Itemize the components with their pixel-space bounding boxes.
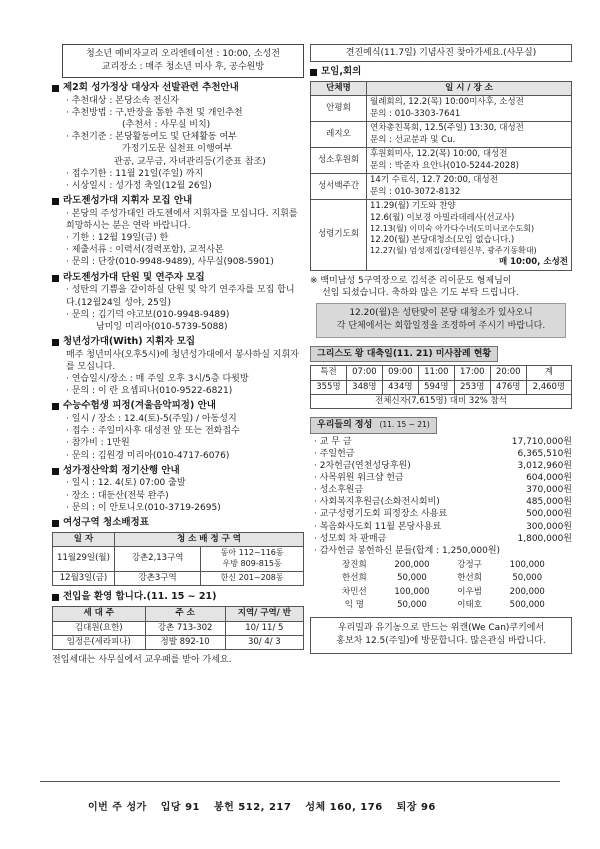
hymn-recessional: 퇴장 96 <box>396 802 436 813</box>
table-row: 12월3일(금) 강촌3구역 한신 201~208동 <box>53 571 304 585</box>
meetings-table <box>310 81 572 271</box>
footer-divider <box>40 781 560 782</box>
hymn-entrance: 입당 91 <box>160 802 200 813</box>
district-leader-memo: ※ 백미남성 5구역장으로 김석준 리이문도 형제님이 선임 되셨습니다. 축하와 많은 기도 부탁 드립니다. <box>310 275 519 298</box>
section-youth-choir: 청년성가대(With) 지휘자 모집 매주 청년미사(오후5시)에 청년성가대에서 봉사하실 지휘자를 모십니다. · 연습일시/장소 : 매 주일 오후 3시/5층 다윗방 · 문의 : 이 란 요셉피나(010-9522-6821) <box>52 336 304 397</box>
offering-row: · 주일헌금 6,365,510원 <box>314 448 572 459</box>
new-residents-table <box>52 606 304 650</box>
bullet-square-icon <box>52 403 59 410</box>
table-header-row: 특전 07:00 09:00 11:00 17:00 20:00 계 <box>311 366 572 380</box>
confirmation-photo-notice: 견진예식(11.7일) 기념사진 찾아가세요.(사무실) <box>310 44 572 62</box>
offering-row: · 사목위원 워크샵 헌금 604,000원 <box>314 473 572 484</box>
table-row: 성서백주간 14기 수료식, 12.7 20:00, 대성전 문의 : 010-3072-8132 <box>311 174 572 200</box>
table-header-row: 세 대 주 주 소 지역/ 구역/ 반 <box>53 607 304 621</box>
thanksgiving-donors-table <box>330 559 561 613</box>
youth-catechism-notice: 청소년 예비자교리 오리엔테이션 : 10:00, 소성전 교리장소 : 매주 청소년 미사 후, 공수원방 <box>62 44 304 78</box>
offerings-title: 우리들의 정성 (11. 15 ~ 21) <box>310 417 437 433</box>
offering-row: · 교구성령기도회 피정장소 사용료 500,000원 <box>314 509 572 520</box>
christmas-cleaning-notice: 12.20(월)은 성탄맞이 본당 대청소가 있사오니 각 단체에서는 회합일정을 조정하여 주시기 바랍니다. <box>316 303 566 338</box>
bullet-square-icon <box>52 594 59 601</box>
table-row: 한선희 50,000 한선희 50,000 <box>342 573 543 584</box>
table-header-row: 일 자 청 소 배 정 구 역 <box>53 532 304 546</box>
right-column: 견진예식(11.7일) 기념사진 찾아가세요.(사무실) 모임,회의 단체명 일 시 / 장 소 안평회 월례회의, 12.2(목) 10:00미사후, 소성전 문의 : 010-3303-7641 레지오 연차총친목회, 12.5(주일) 13:30, 대성전 문의 : 선교분과 및 Cu. 성소후원회 후원회미사, 12.2(목) 10:00, 대성전 문의 : 박준자 요안나(010-5244-2028) 성서백주간 14기 수료식, 12.7 20:00, 대성전 문의 : 010-3072-8132 성령기도회 11.29(월) 기도와 찬양 12.6(월) 이보경 아빌라데레사(선교사) 12.13(월) 이미숙 아가다수녀(도미니코수도회) 12.20(월) 본당대청소(모임 없습니다.) 12.27(월) 엄성재집(장테원신부, 광주기동확대) 매 10:00, 소성전 ※ 백미남성 5구역장으로 김석준 리이문도 형제님이 선임 되셨습니다. 축하와 많은 기도 부탁 드립니다. 12.20(월)은 성탄맞이 본당 대청소가 있사오니 각 단체에서는 회합일정을 조정하여 주시기 바랍니다. 그리스도 왕 대축일(11. 21) 미사참례 현황 특전 07:00 09:00 11:00 17:00 20:00 계 355명 348명 434명 594명 253명 476명 2,460명 전체신자(7,615명) 대비 32% 참석 우리들의 정성 (11. 15 ~ 21) · 교 무 금 17,710,000원 · 주일헌금 6,365,510원 · 2차헌금(연천성당후원) 3,012,960원 · 사목위원 워크샵 헌금 604,000원 · 성소후원금 370,000원 · 사회복지후원금(소화전시회비) 485,000원 · 교구성령기도회 피정장소 사용료 500,000원 · 복음화사도회 11월 본당사용료 300,000원 · 성모회 차 판매금 1,800,000원 · 감사헌금 봉헌하신 분들(합계 : 1,250,000원) 장진희 200,000 강정구 100,000 한선희 50,000 한선희 50,000 차민선 100,000 이우범 200,000 익 명 50,000 이태호 500,000 우리밀과 유기농으로 만드는 위캔(We Can)쿠키에서 홍보차 12.5(주일)에 방문합니다. 많은관심 바랍니다. <box>310 44 572 654</box>
offering-row: · 성소후원금 370,000원 <box>314 485 572 496</box>
bullet-square-icon <box>52 275 59 282</box>
table-row: 레지오 연차총친목회, 12.5(주일) 13:30, 대성전 문의 : 선교분과 및 Cu. <box>311 122 572 148</box>
offerings-section <box>310 413 572 612</box>
table-row: 안평회 월례회의, 12.2(목) 10:00미사후, 소성전 문의 : 010-3303-7641 <box>311 96 572 122</box>
new-residents-note: 전입세대는 사무실에서 교우패를 받아 가세요. <box>52 655 232 666</box>
bullet-square-icon <box>310 69 317 76</box>
bullet-square-icon <box>52 520 59 527</box>
bullet-square-icon <box>52 339 59 346</box>
section-choir-conductor: 라도젠성가대 지휘자 모집 안내 · 본당의 주성가대인 라도젠에서 지휘자를 모십니다. 지휘를 희망하시는 분은 연락 바랍니다. · 기한 : 12월 19일(금) 한 · 제출서류 : 이력서(경력포함), 교적사본 · 문의 : 단장(010-9948-9489), 사무실(908-5901) <box>52 195 304 269</box>
section-choir-members: 라도젠성가대 단원 및 연주자 모집 · 성탄의 기쁨을 같이하실 단원 및 악기 연주자를 모집 합니다.(12월24일 성야, 25일) · 문의 : 김기덕 야고보(010-9948-9489) 남미잉 미리아(010-5739-5088) <box>52 272 304 333</box>
bullet-square-icon <box>52 198 59 205</box>
offering-row: · 교 무 금 17,710,000원 <box>314 436 572 447</box>
section-cleaning-schedule: 여성구역 청소배정표 일 자 청 소 배 정 구 역 11월29일(월) 강촌2,13구역 동아 112~116동 우방 809-815동 12월3일(금) 강촌3구역 한신 201~208동 <box>52 517 304 586</box>
table-row: 355명 348명 434명 594명 253명 476명 2,460명 <box>311 380 572 394</box>
left-column <box>52 44 304 667</box>
mass-attendance-table <box>310 365 572 409</box>
bullet-square-icon <box>52 85 59 92</box>
hymn-communion: 성체 160, 176 <box>305 802 383 813</box>
cleaning-table <box>52 532 304 587</box>
table-row: 성소후원회 후원회미사, 12.2(목) 10:00, 대성전 문의 : 박준자 요안나(010-5244-2028) <box>311 148 572 174</box>
table-row: 11월29일(월) 강촌2,13구역 동아 112~116동 우방 809-815동 <box>53 547 304 572</box>
table-row: 익 명 50,000 이태호 500,000 <box>344 600 545 611</box>
hymn-footer <box>40 801 560 815</box>
hymn-label: 이번 주 성가 <box>88 802 147 813</box>
table-row: 성령기도회 11.29(월) 기도와 찬양 12.6(월) 이보경 아빌라데레사(선교사) 12.13(월) 이미숙 아가다수녀(도미니코수도회) 12.20(월) 본당대청소(모임 없습니다.) 12.27(월) 엄성재집(장테원신부, 광주기동확대) 매 10:00, 소성전 <box>311 200 572 270</box>
table-row: 차민선 100,000 이우범 200,000 <box>342 586 545 597</box>
offering-row: · 복음화사도회 11월 본당사용료 300,000원 <box>314 521 572 532</box>
table-row: 장진희 200,000 강정구 100,000 <box>342 560 545 571</box>
wecan-cookie-notice: 우리밀과 유기농으로 만드는 위캔(We Can)쿠키에서 홍보차 12.5(주일)에 방문합니다. 많은관심 바랍니다. <box>310 617 572 654</box>
offering-row: · 성모회 차 판매금 1,800,000원 <box>314 533 572 544</box>
table-header-row: 단체명 일 시 / 장 소 <box>311 81 572 95</box>
hymn-offertory: 봉헌 512, 217 <box>213 802 292 813</box>
mass-attendance-title: 그리스도 왕 대축일(11. 21) 미사참례 현황 <box>310 346 498 362</box>
table-row: 전체신자(7,615명) 대비 32% 참석 <box>311 395 572 409</box>
section-new-residents: 전입을 환영 합니다.(11. 15 ~ 21) 세 대 주 주 소 지역/ 구역/ 반 김대원(요한) 강촌 713-302 10/ 11/ 5 임정은(세라피나) 정발 892-10 30/ 4/ 3 전입세대는 사무실에서 교우패를 받아 가세요. <box>52 591 304 666</box>
table-row: 임정은(세라피나) 정발 892-10 30/ 4/ 3 <box>53 636 304 650</box>
offering-row: · 2차헌금(연천성당후원) 3,012,960원 <box>314 460 572 471</box>
section-hiking-club: 성가정산악회 정기산행 안내 · 일시 : 12. 4(토) 07:00 출발 · 장소 : 대둔산(전북 완주) · 문의 : 이 안토니오(010-3719-2695) <box>52 465 304 514</box>
section-exam-retreat: 수능수험생 피정(겨울음악피정) 안내 · 일시 / 장소 : 12.4(토)-5(주일) / 아동성지 · 접수 : 주일미사후 대성전 앞 또는 전화접수 · 참가비 : 1만원 · 문의 : 김원경 미리아(010-4717-6076) <box>52 400 304 461</box>
offering-row: · 사회복지후원금(소화전시회비) 485,000원 <box>314 497 572 508</box>
offering-row: · 감사헌금 봉헌하신 분들(합계 : 1,250,000원) <box>314 545 501 556</box>
section-holy-family-award: 제2회 성가정상 대상자 선발관련 추천안내 · 추천대상 : 본당소속 전신자 · 추천방법 : 구,반장을 통한 추천 및 개인추천 (추천서 : 사무실 비치) · 추천기준 : 본당활동여도 및 단체활동 여부 가정기도문 실천표 이행여부 관공, 교무금, 자녀관리등(기준표 참조) · 접수기한 : 11월 21일(주일) 까지 · 시상일시 : 성가정 축일(12월 26일) <box>52 82 304 192</box>
bullet-square-icon <box>52 468 59 475</box>
table-row: 김대원(요한) 강촌 713-302 10/ 11/ 5 <box>53 621 304 635</box>
